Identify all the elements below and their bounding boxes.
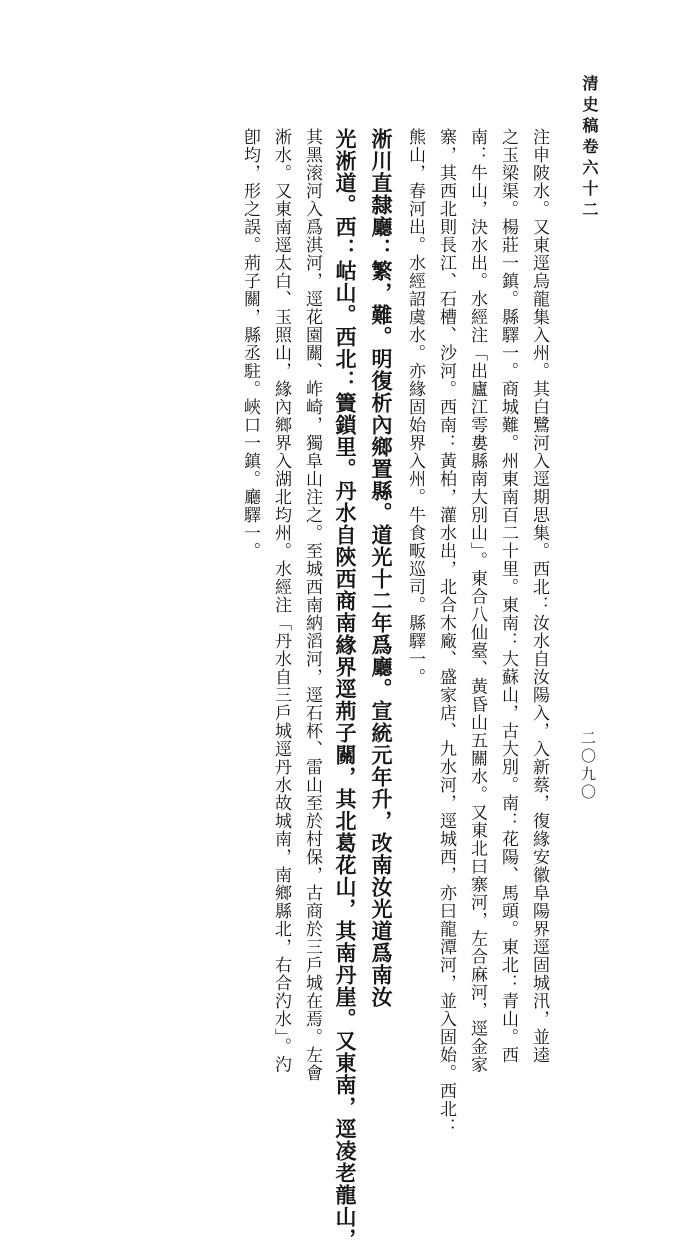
text-column: 注申陂水。又東逕烏龍集入州。其白鷺河入逕期思集。西北：汝水自汝陽入，入新蔡，復緣安徽阜陽界逕固城汛，並逵 — [529, 128, 549, 1064]
section-heading-column: 淅川直隸廳：繁，難。明復析內鄉置縣。道光十二年爲廳。宣統元年升，改南汝光道爲南汝 — [369, 128, 394, 1008]
text-column: 卽均，形之誤。荊子關，縣丞駐。峽口一鎮。廳驛一。 — [240, 128, 260, 560]
text-column: 南：牛山，決水出。水經注「出廬江雩婁縣南大別山」。東合八仙臺、黃昏山五關水。又東北曰寨河，左合麻河，逕金家 — [467, 128, 487, 1074]
text-column: 其黑滚河入爲淇河，逕花園關、岞崎，獨阜山注之。至城西南納滔河，逕石杯、雷山至於村保，古商於三戶城在焉。左會 — [302, 128, 322, 1082]
text-column: 之玉梁渠。楊莊一鎮。縣驛一。商城難。州東南百二十里。東南：大蘇山，古大別。南：花陽、馬頭。東北：青山。西 — [498, 128, 518, 1064]
text-column: 淅水。又東南逕太白、玉照山，緣內鄉界入湖北均州。水經注「丹水自三戶城逕丹水故城南，南鄉縣北，右合汋水」。汋 — [271, 128, 291, 1074]
running-header: 清史稿卷六十二 — [580, 75, 599, 222]
section-heading-column: 光淅道。西：岵山。西北：簀鎖里。丹水自陝西商南緣界逕荊子關，其北葛花山，其南丹崖。又東南，逕凌老龍山， — [333, 128, 358, 1250]
text-column: 寨，其西北則長江、石槽、沙河。西南：黃柏，灌水出，北合木廠、盛家店、九水河，逕城西，亦曰龍潭河，並入固始。西北： — [436, 128, 456, 1136]
text-body — [234, 128, 554, 1250]
text-column: 熊山，春河出。水經詔虞水。亦緣固始界入州。牛食畈巡司。縣驛一。 — [405, 128, 425, 686]
page-number: 二〇九〇 — [579, 730, 597, 802]
